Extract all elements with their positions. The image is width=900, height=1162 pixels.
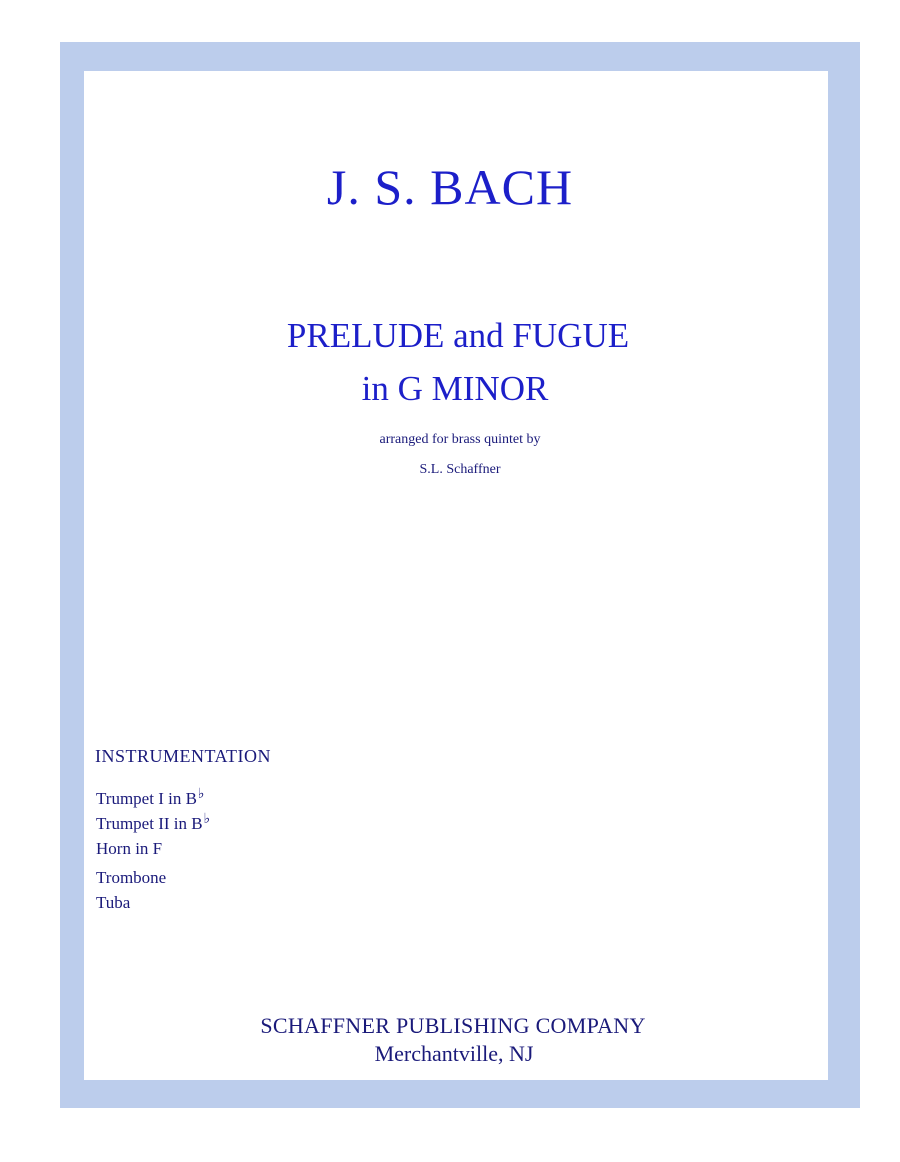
title-line-2: in G MINOR bbox=[361, 369, 549, 408]
instrumentation-heading: INSTRUMENTATION bbox=[95, 746, 272, 766]
instrument-label: Trombone bbox=[96, 868, 167, 887]
instrument-item bbox=[96, 890, 210, 915]
instrument-label: Trumpet II in B bbox=[96, 814, 203, 833]
publisher-location: Merchantville, NJ bbox=[374, 1041, 534, 1066]
title-line-1: PRELUDE and FUGUE bbox=[286, 316, 630, 355]
flat-symbol: ♭ bbox=[203, 812, 211, 827]
cover-page-panel bbox=[84, 71, 828, 1080]
instrument-item bbox=[96, 811, 210, 836]
instrument-label: Trumpet I in B bbox=[96, 789, 197, 808]
publisher-name: SCHAFFNER PUBLISHING COMPANY bbox=[260, 1013, 646, 1038]
composer-name: J. S. BACH bbox=[326, 159, 574, 215]
instrument-label: Horn in F bbox=[96, 839, 163, 858]
flat-symbol: ♭ bbox=[197, 787, 205, 802]
instrument-label: Tuba bbox=[96, 893, 131, 912]
arranged-by-text: arranged for brass quintet by bbox=[379, 432, 541, 447]
arranger-name: S.L. Schaffner bbox=[419, 462, 501, 477]
instrument-item bbox=[96, 865, 210, 890]
instrument-item bbox=[96, 786, 210, 811]
instrument-item bbox=[96, 836, 210, 861]
instrumentation-list bbox=[96, 786, 210, 915]
